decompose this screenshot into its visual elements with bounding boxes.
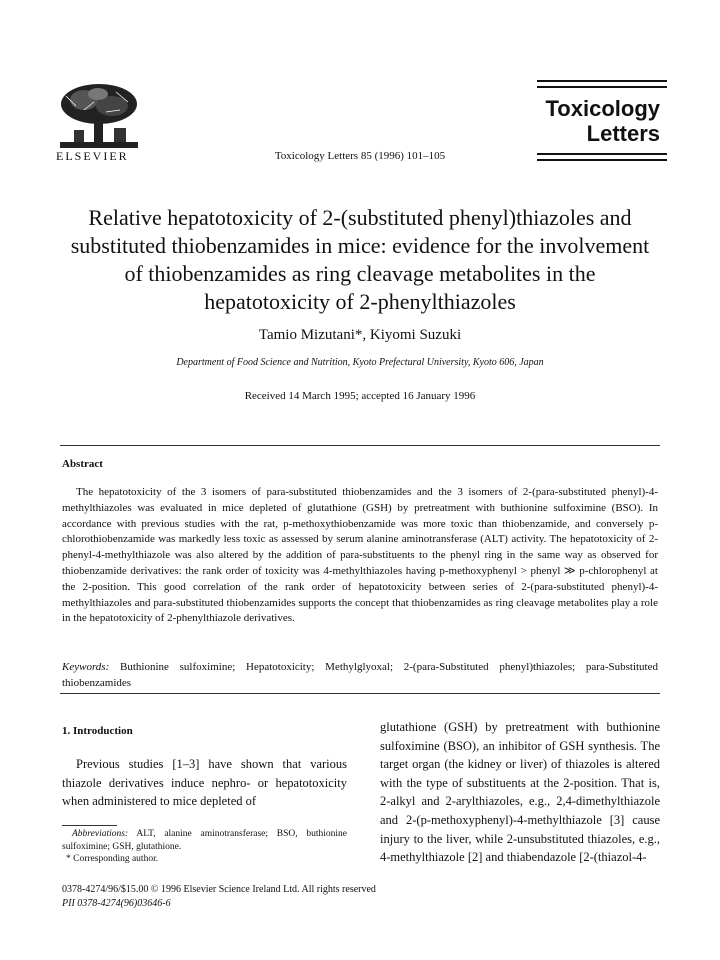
journal-rule-top-2	[537, 86, 667, 88]
authors: Tamio Mizutani*, Kiyomi Suzuki	[258, 327, 462, 343]
footnote-abbrev-label: Abbreviations:	[72, 829, 129, 839]
article-title: Relative hepatotoxicity of 2-(substituted phenyl)thiazoles and substituted thiobenzamides in mice: evidence for the involvement of thiobenzamides as ring cleavage metabolites in the hepatotoxicity of 2-phenylthiazoles	[70, 205, 650, 314]
section-heading-introduction: 1. Introduction	[62, 725, 133, 737]
pii: PII 0378-4274(96)03646-6	[62, 898, 171, 909]
footnote-abbreviations	[62, 828, 347, 853]
journal-rule-bottom	[537, 153, 667, 155]
journal-rule-top	[537, 80, 667, 82]
abstract-heading: Abstract	[62, 458, 103, 470]
footnotes	[62, 828, 347, 866]
keywords-label: Keywords:	[62, 661, 110, 673]
intro-left-text: Previous studies [1–3] have shown that various thiazole derivatives induce nephro- or hepatotoxicity when administered to mice depleted of	[62, 757, 347, 809]
journal-rule-bottom-2	[537, 159, 667, 161]
copyright-block	[62, 883, 376, 911]
keywords-text: Buthionine sulfoximine; Hepatotoxicity; Methylglyoxal; 2-(para-Substituted phenyl)thiazoles; para-Substituted thiobenzamides	[62, 661, 658, 689]
footnote-corresponding: * Corresponding author.	[66, 854, 159, 864]
publisher-name: ELSEVIER	[56, 149, 129, 163]
issn-copyright: 0378-4274/96/$15.00 © 1996 Elsevier Science Ireland Ltd. All rights reserved	[62, 884, 376, 895]
received-dates: Received 14 March 1995; accepted 16 January 1996	[244, 390, 476, 402]
elsevier-tree-logo	[54, 82, 144, 152]
abstract-text: The hepatotoxicity of the 3 isomers of para-substituted thiobenzamides and the 3 isomers of 2-(para-substituted phenyl)-4-methylthiazoles was evaluated in mice depleted of glutathione (GSH) by pretreatment with buthionine sulfoximine (BSO). In accordance with previous studies with the rat, p-methoxythiobenzamide was more toxic than thiobenzamide, and conversely p-chlorothiobenzamide was markedly less toxic as assessed by serum alanine aminotransferase (ALT) activity. The hepatotoxicity of 2-phenyl-4-methylthiazole was also altered by the addition of para-substituents to the phenyl ring in the same way as observed for thiobenzamide derivatives: the rank order of toxicity was 4-methylthiazoles having p-methoxyphenyl > phenyl ≫ p-chlorophenyl at the 2-position. This good correlation of the rank order of hepatotoxicity between series of 2-(para-substituted phenyl)-4-methylthiazoles and para-substituted thiobenzamides supports the concept that thiobenzamides as ring cleavage metabolites play a role in the hepatotoxicity of 2-phenylthiazole derivatives.	[62, 486, 658, 625]
keywords	[62, 660, 658, 692]
abstract-rule-top	[60, 445, 660, 446]
affiliation: Department of Food Science and Nutrition, Kyoto Prefectural University, Kyoto 606, Japan	[176, 357, 544, 368]
journal-citation: Toxicology Letters 85 (1996) 101–105	[274, 150, 446, 162]
journal-title	[546, 96, 661, 146]
journal-title-line1: Toxicology	[545, 96, 660, 121]
journal-title-line2: Letters	[586, 121, 660, 146]
intro-right-text: glutathione (GSH) by pretreatment with buthionine sulfoximine (BSO), an inhibitor of GSH synthesis. The target organ (the kidney or liver) of thiazoles is altered with the type of substituents at the 2-position. That is, 2-alkyl and 2-arylthiazoles, e.g., 2,4-dimethylthiazole and 2-(p-methoxyphenyl)-4-methylthiazole [3] cause injury to the liver, while 2-unsubstituted thiazoles, e.g., 4-methylthiazole [2] and thiabendazole [2-(thiazol-4-	[380, 720, 660, 865]
footnote-abbrev-text: ALT, alanine aminotransferase; BSO, buthionine sulfoximine; GSH, glutathione.	[62, 829, 347, 852]
abstract-rule-bottom	[60, 693, 660, 694]
footnote-rule	[62, 825, 117, 826]
